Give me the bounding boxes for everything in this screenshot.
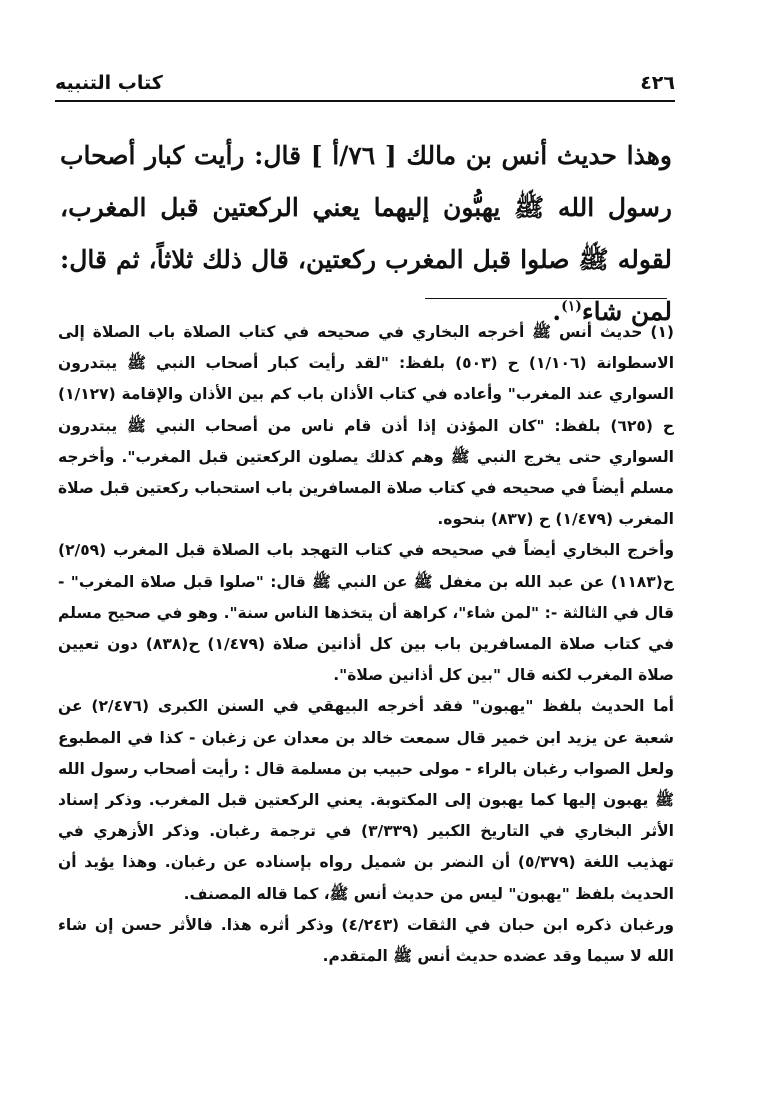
footnote-paragraph: أما الحديث بلفظ "يهبون" فقد أخرجه البيهقي في السنن الكبرى (٢/٤٧٦) عن شعبة عن يزيد ابن خمير قال سمعت خالد بن معدان عن زغبان - كذا في المطبوع ولعل الصواب رغبان بالراء - مولى حبيب بن مسلمة قال : رأيت أصحاب رسول الله ﷺ يهبون إليها كما يهبون إلى المكتوبة. يعني الركعتين قبل المغرب. وذكر إسناد الأثر البخاري في التاريخ الكبير (٣/٣٣٩) في ترجمة رغبان. وذكر الأزهري في تهذيب اللغة (٥/٣٧٩) أن النضر بن شميل رواه بإسناده عن رغبان. وهذا يؤيد أن الحديث بلفظ "يهبون" ليس من حديث أنس ﷺ، كما قاله المصنف. [58, 697, 674, 903]
footnote-paragraph: ورغبان ذكره ابن حبان في الثقات (٤/٢٤٣) وذكر أثره هذا. فالأثر حسن إن شاء الله لا سيما وقد عضده حديث أنس ﷺ المتقدم. [58, 915, 675, 966]
running-header [55, 64, 675, 94]
footnotes [58, 317, 674, 972]
main-text: وهذا حديث أنس بن مالك [ ٧٦/أ ] قال: رأيت كبار أصحاب رسول الله ﷺ يهبُّون إليهما يعني الركعتين قبل المغرب، لقوله ﷺ صلوا قبل المغرب ركعتين، قال ذلك ثلاثاً، ثم قال: لمن شاء$^{(١)}$. [60, 141, 672, 326]
footnote-paragraph: (١) حديث أنس ﷺ أخرجه البخاري في صحيحه في كتاب الصلاة باب الصلاة إلى الاسطوانة (١/١٠٦) ح (٥٠٣) بلفظ: "لقد رأيت كبار أصحاب النبي ﷺ يبتدرون السواري عند المغرب" وأعاده في كتاب الأذان باب كم بين الأذان والإقامة (١/١٢٧) ح (٦٢٥) بلفظ: "كان المؤذن إذا أذن قام ناس من أصحاب النبي ﷺ يبتدرون السواري حتى يخرج النبي ﷺ وهم كذلك يصلون الركعتين قبل المغرب". وأخرجه مسلم أيضاً في صحيحه في كتاب صلاة المسافرين باب استحباب ركعتين قبل صلاة المغرب (١/٤٧٩) ح (٨٣٧) بنحوه. [58, 323, 675, 529]
book-title: كتاب التنبيه [55, 72, 163, 94]
page-number: ٤٢٦ [640, 72, 675, 94]
header-divider [55, 100, 675, 102]
footnote-divider [425, 298, 667, 299]
footnote-paragraph: وأخرج البخاري أيضاً في صحيحه في كتاب التهجد باب الصلاة قبل المغرب (٢/٥٩) ح(١١٨٣) عن عبد الله بن مغفل ﷺ عن النبي ﷺ قال: "صلوا قبل صلاة المغرب" - قال في الثالثة -: "لمن شاء"، كراهة أن يتخذها الناس سنة". وهو في صحيح مسلم في كتاب صلاة المسافرين باب بين كل أذانين صلاة (١/٤٧٩) ح(٨٣٨) دون تعيين صلاة المغرب لكنه قال "بين كل أذانين صلاة". [58, 541, 674, 685]
footnote-reference: (١) [561, 298, 582, 315]
main-paragraph: وهذا حديث أنس بن مالك [ ٧٦/أ ] قال: رأيت كبار أصحاب رسول الله ﷺ يهبُّون إليهما يعني الركعتين قبل المغرب، لقوله ﷺ صلوا قبل المغرب ركعتين، قال ذلك ثلاثاً، ثم قال: لمن شاء [60, 141, 672, 326]
